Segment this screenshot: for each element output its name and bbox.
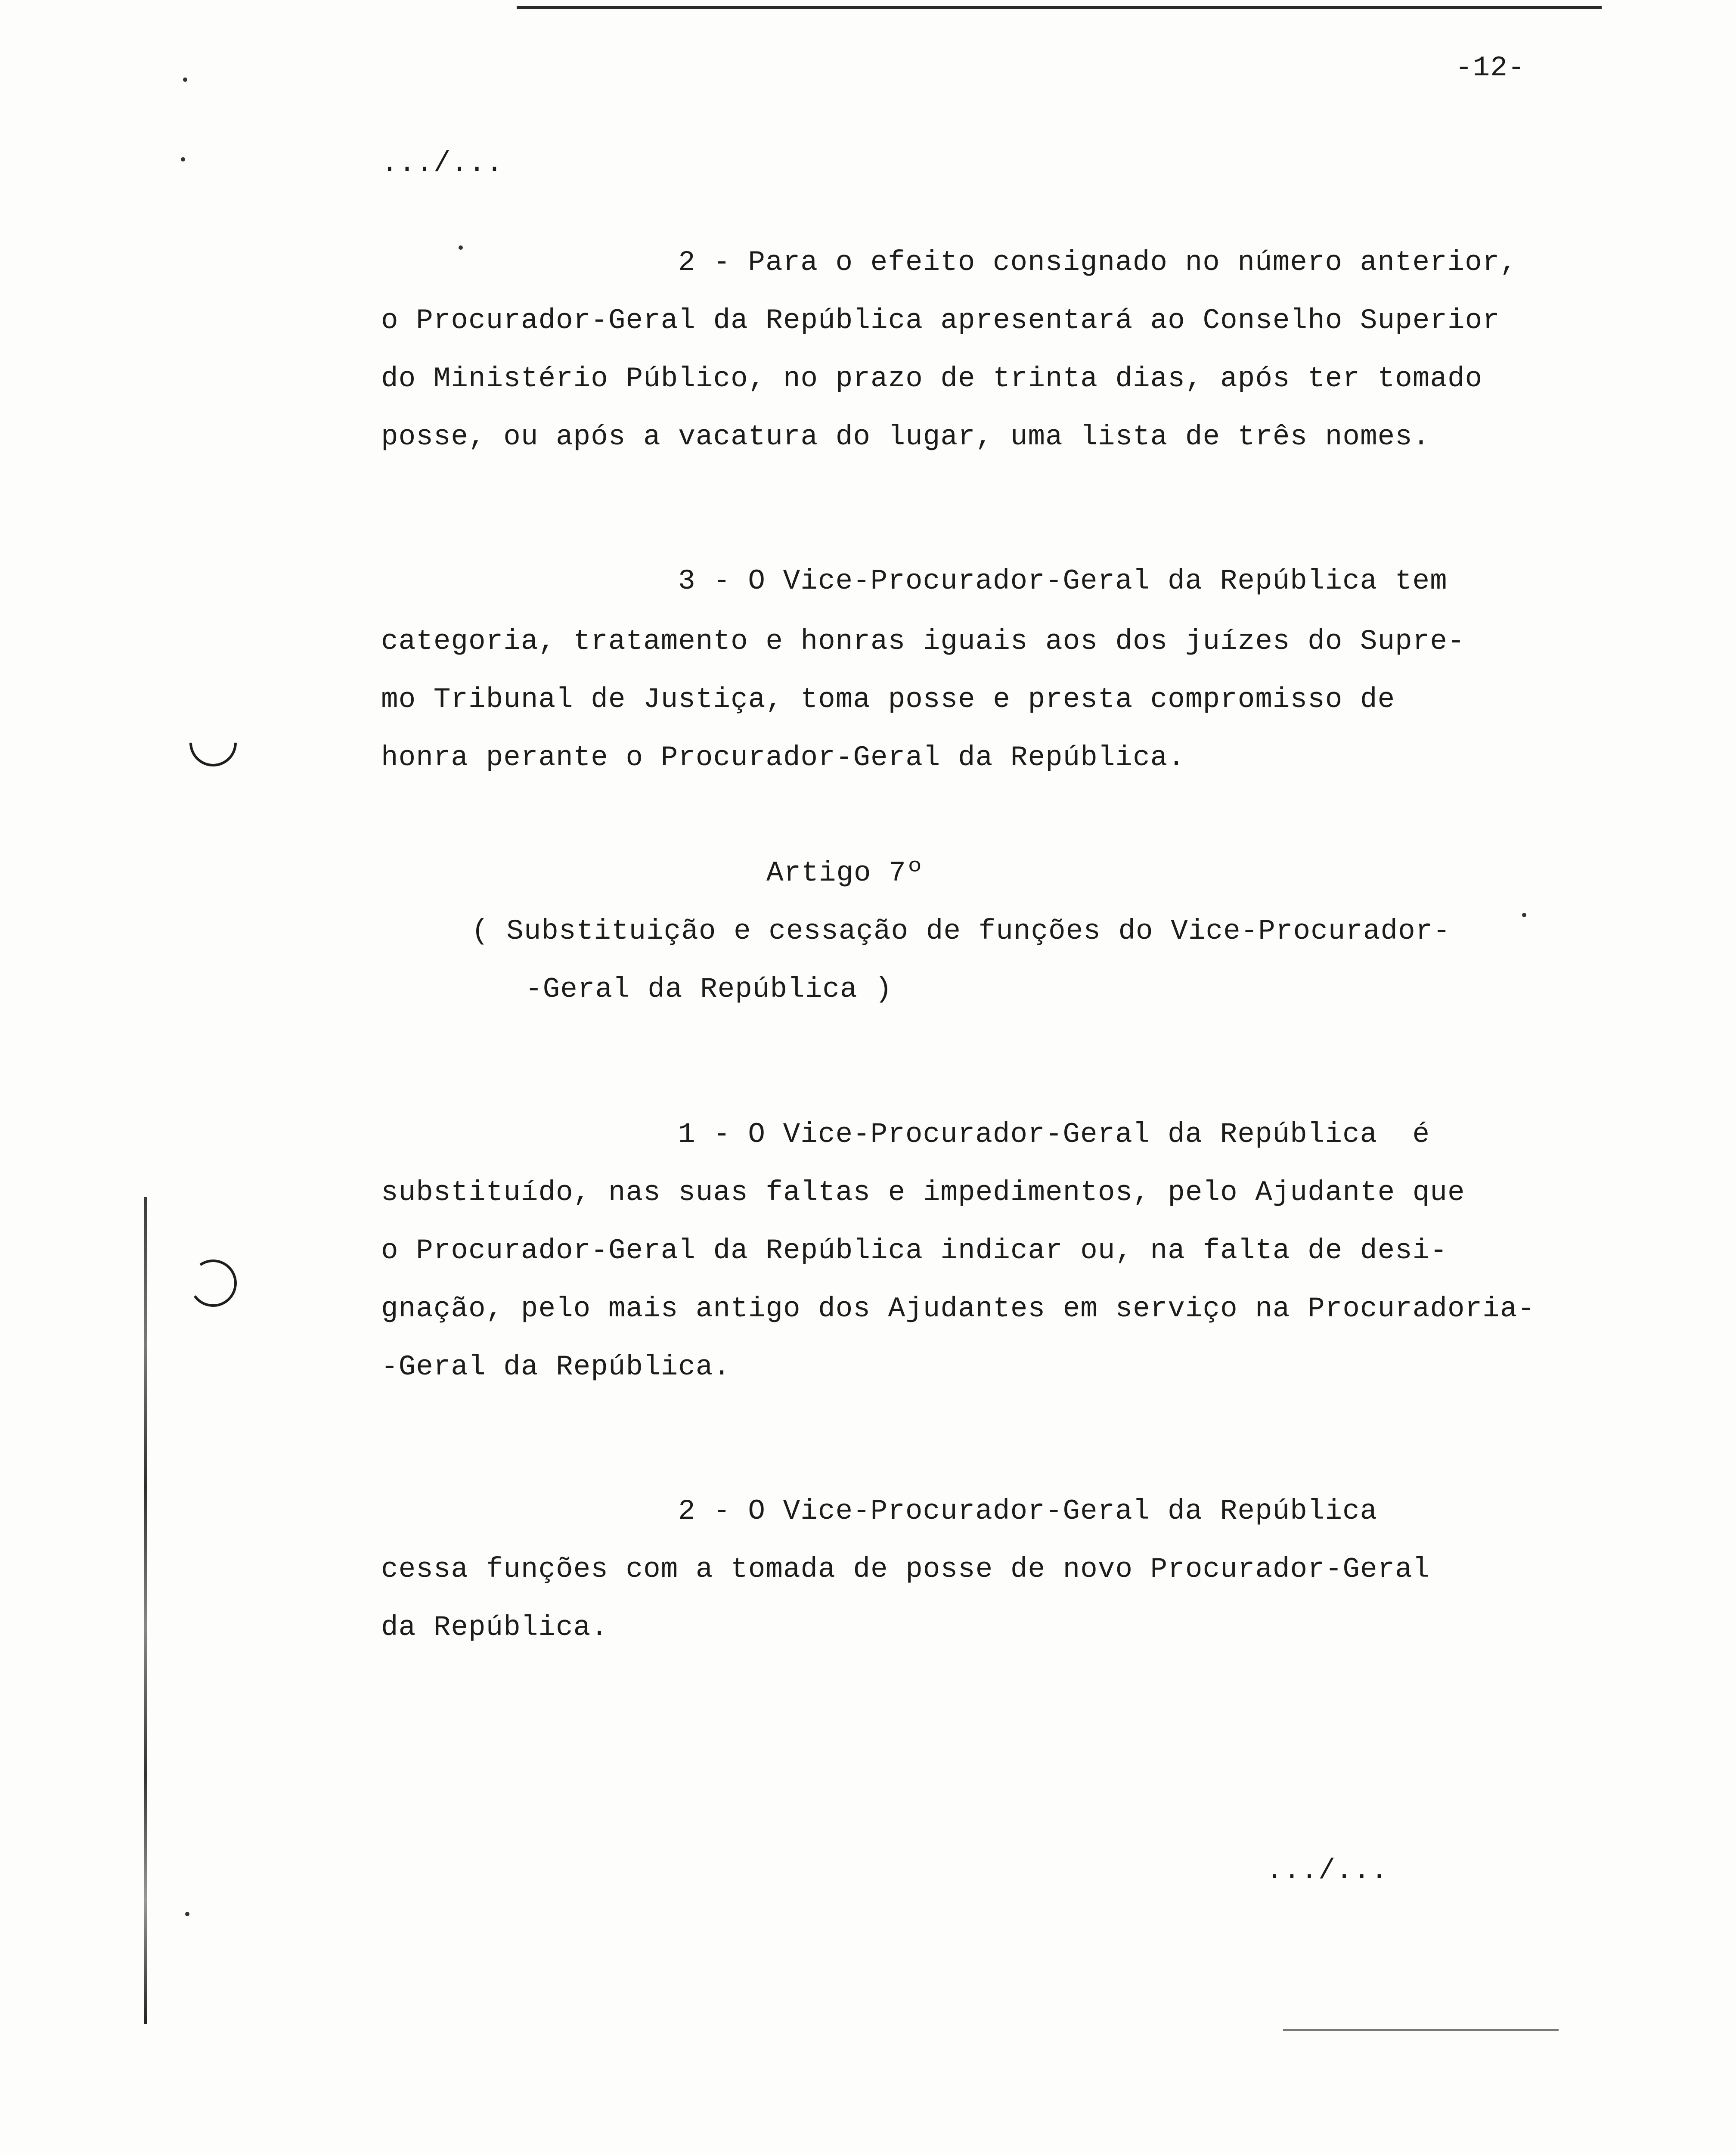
punch-hole-mark-lower bbox=[186, 1256, 240, 1310]
article-subtitle-line-1: ( Substituição e cessação de funções do Vice-Procurador- bbox=[471, 915, 1451, 947]
article-section-1-line-5: -Geral da República. bbox=[381, 1351, 731, 1383]
scan-speck bbox=[183, 78, 187, 82]
section-3-line-1: 3 - O Vice-Procurador-Geral da República tem bbox=[678, 565, 1448, 597]
top-rule bbox=[517, 6, 1602, 9]
article-section-1-line-1: 1 - O Vice-Procurador-Geral da República é bbox=[678, 1118, 1430, 1151]
scan-left-edge bbox=[144, 1197, 147, 2024]
bottom-rule bbox=[1283, 2029, 1559, 2031]
article-section-1-line-4: gnação, pelo mais antigo dos Ajudantes em serviço na Procuradoria- bbox=[381, 1293, 1535, 1325]
scan-speck bbox=[1522, 913, 1526, 917]
continuation-mark-top: .../... bbox=[381, 147, 504, 180]
article-section-1-line-2: substituído, nas suas faltas e impedimentos, pelo Ajudante que bbox=[381, 1176, 1465, 1209]
section-3-line-2: categoria, tratamento e honras iguais aos dos juízes do Supre- bbox=[381, 625, 1465, 658]
punch-hole-mark-upper bbox=[180, 709, 247, 776]
article-section-2-line-2: cessa funções com a tomada de posse de novo Procurador-Geral bbox=[381, 1553, 1430, 1585]
section-2-line-1: 2 - Para o efeito consignado no número anterior, bbox=[678, 246, 1518, 279]
article-subtitle-line-2: -Geral da República ) bbox=[525, 973, 893, 1005]
article-section-1-line-3: o Procurador-Geral da República indicar ou, na falta de desi- bbox=[381, 1235, 1448, 1267]
article-heading: Artigo 7º bbox=[766, 857, 924, 889]
section-2-line-3: do Ministério Público, no prazo de trinta dias, após ter tomado bbox=[381, 363, 1483, 395]
scan-speck bbox=[459, 245, 463, 250]
scan-speck bbox=[181, 157, 185, 161]
section-2-line-2: o Procurador-Geral da República apresentará ao Conselho Superior bbox=[381, 304, 1500, 337]
article-section-2-line-3: da República. bbox=[381, 1611, 608, 1644]
section-3-line-4: honra perante o Procurador-Geral da República. bbox=[381, 741, 1185, 774]
section-2-line-4: posse, ou após a vacatura do lugar, uma lista de três nomes. bbox=[381, 421, 1430, 453]
article-section-2-line-1: 2 - O Vice-Procurador-Geral da República bbox=[678, 1495, 1378, 1527]
scan-speck bbox=[185, 1912, 189, 1916]
section-3-line-3: mo Tribunal de Justiça, toma posse e presta compromisso de bbox=[381, 683, 1395, 716]
continuation-mark-bottom: .../... bbox=[1266, 1855, 1389, 1887]
page-number: -12- bbox=[1455, 52, 1525, 84]
